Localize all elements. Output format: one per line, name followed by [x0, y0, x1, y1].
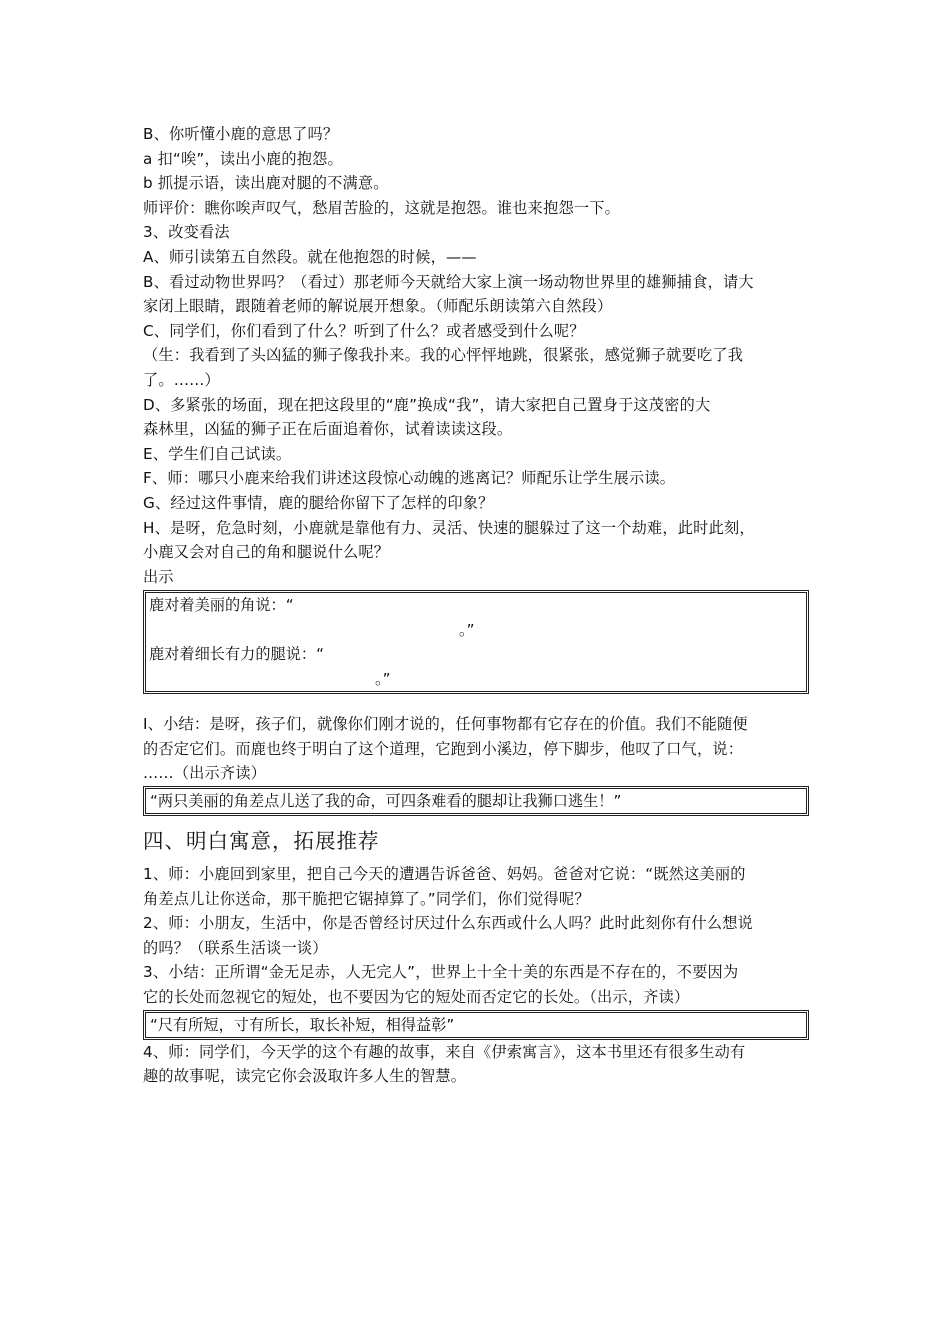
item-d-line-1: D、多紧张的场面，现在把这段里的“鹿”换成“我”，请大家把自己置身于这茂密的大 [143, 395, 711, 414]
horn-prompt-row [149, 593, 803, 618]
point-4-line-2: 趣的故事呢，读完它你会汲取许多人生的智慧。 [143, 1067, 467, 1086]
item-g: G、经过这件事情，鹿的腿给你留下了怎样的印象？ [143, 493, 494, 512]
leg-close-quote: 。” [375, 670, 391, 689]
item-e: E、学生们自己试读。 [143, 444, 292, 463]
horn-prompt: 鹿对着美丽的角说：“ [149, 596, 294, 615]
teacher-evaluation: 师评价：瞧你唉声叹气，愁眉苦脸的，这就是抱怨。谁也来抱怨一下。 [143, 198, 621, 217]
section-four-heading: 四、明白寓意，拓展推荐 [143, 829, 380, 854]
point-1-line-2: 角差点儿让你送命，那干脆把它锯掉算了。”同学们，你们觉得呢？ [143, 889, 590, 908]
point-1-line-1: 1、师：小鹿回到家里，把自己今天的遭遇告诉爸爸、妈妈。爸爸对它说：“既然这美丽的 [143, 865, 746, 884]
item-h-line-1: H、是呀，危急时刻，小鹿就是靠他有力、灵活、快速的腿躲过了这一个劫难，此时此刻， [143, 518, 755, 537]
proverb-box [143, 1010, 809, 1040]
item-i-line-1: I、小结：是呀，孩子们，就像你们刚才说的，任何事物都有它存在的价值。我们不能随便 [143, 715, 748, 734]
point-3-line-1: 3、小结：正所谓“金无足赤，人无完人”，世界上十全十美的东西是不存在的，不要因为 [143, 963, 739, 982]
item-c: C、同学们，你们看到了什么？听到了什么？或者感受到什么呢？ [143, 321, 585, 340]
deer-quote-text: “两只美丽的角差点儿送了我的命，可四条难看的腿却让我狮口逃生！” [150, 792, 622, 811]
item-b-line-2: 家闭上眼睛，跟随着老师的解说展开想象。（师配乐朗读第六自然段） [143, 297, 613, 316]
horn-close-quote: 。” [459, 620, 475, 639]
point-3-line-2: 它的长处而忽视它的短处，也不要因为它的短处而否定它的长处。（出示，齐读） [143, 988, 690, 1007]
step-b-sub-a: a 扣“唉”，读出小鹿的抱怨。 [143, 149, 343, 168]
proverb-text: “尺有所短，寸有所长，取长补短，相得益彰” [150, 1015, 455, 1034]
point-2-line-2: 的吗？（联系生活谈一谈） [143, 938, 328, 957]
horn-close-row [149, 618, 803, 643]
step-b-title: B、你听懂小鹿的意思了吗？ [143, 125, 339, 143]
document-page [143, 122, 813, 1089]
leg-prompt: 鹿对着细长有力的腿说：“ [149, 645, 324, 664]
leg-close-row [149, 667, 803, 692]
item-i-line-2: 的否定它们。而鹿也终于明白了这个道理，它跑到小溪边，停下脚步，他叹了口气，说： [143, 739, 744, 758]
item-d-line-2: 森林里，凶猛的狮子正在后面追着你，试着读读这段。 [143, 420, 513, 439]
student-answer-line-1: （生：我看到了头凶猛的狮子像我扑来。我的心怦怦地跳，很紧张，感觉狮子就要吃了我 [143, 346, 744, 365]
deer-reflection-box [143, 590, 809, 694]
point-4-line-1: 4、师：同学们，今天学的这个有趣的故事，来自《伊索寓言》，这本书里还有很多生动有 [143, 1042, 746, 1061]
student-answer-line-2: 了。……） [143, 370, 220, 389]
deer-quote-box [143, 786, 809, 816]
item-i-line-3: ……（出示齐读） [143, 764, 267, 783]
show-label: 出示 [143, 567, 174, 586]
item-a: A、师引读第五自然段。就在他抱怨的时候，—— [143, 247, 477, 266]
step-b-sub-b: b 抓提示语，读出鹿对腿的不满意。 [143, 174, 389, 193]
step-3-title: 3、改变看法 [143, 223, 230, 242]
item-b-line-1: B、看过动物世界吗？（看过）那老师今天就给大家上演一场动物世界里的雄狮捕食，请大 [143, 272, 754, 291]
item-f: F、师：哪只小鹿来给我们讲述这段惊心动魄的逃离记？师配乐让学生展示读。 [143, 469, 676, 488]
leg-prompt-row [149, 642, 803, 667]
point-2-line-1: 2、师：小朋友，生活中，你是否曾经讨厌过什么东西或什么人吗？此时此刻你有什么想说 [143, 914, 753, 933]
item-h-line-2: 小鹿又会对自己的角和腿说什么呢？ [143, 543, 390, 562]
